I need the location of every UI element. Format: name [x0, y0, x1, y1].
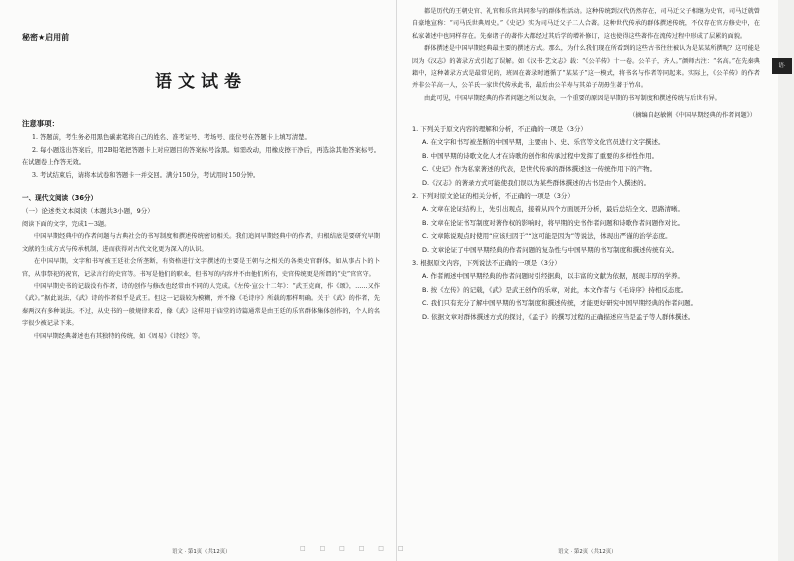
question-stem: 3. 根据原文内容，下列说法不正确的一项是（3分） — [412, 259, 561, 268]
section-heading: 一、现代文阅读（36分） — [22, 194, 98, 202]
option-d: D.《汉志》的著录方式可能使我们误以为某些群体撰述的古书是由个人撰述的。 — [422, 178, 651, 187]
notes-block — [22, 118, 380, 182]
page-divider — [396, 0, 397, 561]
right-page — [398, 0, 772, 561]
option-b: B. 中国早期的诗歌文化人才在诗歌的创作和传承过程中发挥了重要的多样性作用。 — [422, 151, 659, 160]
passage-paragraph: 中国早期经典中的作者问题与古典社会的书写制度和撰述传统密切相关。我们追问早期经典中的作者，归根结底是要研究早期文献的生成方式与传承机制，进而获得对古代文化更为深入的认识。 — [22, 233, 380, 253]
option-c: C.《史记》作为私家著述的代表，是世代传承的群体撰述这一传统作用下的产物。 — [422, 165, 657, 174]
passage-paragraph: 群体撰述是中国早期经典最主要的撰述方式。那么，为什么我们现在所看到的这些古书往往被认为是某某所撰呢？这可能是因为《汉志》的著录方式引起了误解。如《汉书·艺文志》载：“《公羊传》十一卷。公羊子，齐人。”颜师古注：“名高。”在先秦典籍中，这种著录方式是最常见的，班固在著录时遵循了“某某子”这一模式，将书名与作者等同起来。实际上，《公羊传》的作者并非公羊高一人，公羊氏一家世代传承此书，最后由公羊寿与其弟子胡毋生著于竹帛。 — [412, 45, 760, 90]
subsection-heading: （一）论述类文本阅读（本题共3小题，9分） — [22, 207, 154, 215]
option-a: A. 作者阐述中国早期经典的作者问题时引经据典，以丰富的文献为依据，展现丰厚的学养。 — [422, 272, 684, 281]
note-item: 1. 答题前，考生务必用黑色碳素笔将自己的姓名、准考证号、考场号、座位号在答题卡上填写清楚。 — [32, 134, 311, 141]
passage-paragraph: 由此可见，中国早期经典的作者问题之所以复杂，一个重要的原因是早期的书写制度和撰述传统与后世有异。 — [424, 94, 721, 102]
option-c: C. 文章陈说观点时使用“应该归因于”“这可能是因为”等说法，体现出严谨的治学态度。 — [422, 232, 672, 241]
question-2 — [412, 190, 760, 257]
footer-marks: □ □ □ □ □ □ — [300, 545, 410, 552]
note-item: 2. 每小题选出答案后，用2B铅笔把答题卡上对应题目的答案标号涂黑。如需改动，用橡皮擦干净后，再选涂其他答案标号。在试题卷上作答无效。 — [22, 146, 380, 166]
source-citation: （摘编自赵敏俐《中国早期经典的作者问题》） — [629, 112, 756, 120]
reading-instruction: 阅读下面的文字，完成1～3题。 — [22, 221, 111, 228]
exam-title: 语文试卷 — [155, 72, 247, 92]
question-stem: 2. 下列对原文论证的相关分析，不正确的一项是（3分） — [412, 192, 574, 201]
option-c: C. 我们只有充分了解中国早期的书写制度和撰述传统，才能更好研究中国早期经典的作者问题。 — [422, 299, 698, 308]
passage-paragraph: 都是历代的王朝史官、礼官和乐官共同参与的群体性活动。这种传统到汉代仍然存在，司马迁父子相继为史官，司马迁就曾自豪地宣称：“司马氏世典周史。”《史记》实为司马迁父子二人合著。这种世代传承的群体撰述传统，不仅存在官方修史中，在私家著述中也同样存在。先秦诸子的著作大都经过其后学的增补修订，这也使得这些著作在流传过程中形成了层累的面貌。 — [412, 8, 760, 40]
left-page-footer: 语文 · 第1页（共12页） — [172, 549, 231, 555]
question-3 — [412, 257, 760, 324]
notes-heading: 注意事项： — [22, 119, 59, 128]
option-b: B. 文章在论证书写制度对著作权的影响时，将早期的史书作者问题和诗歌作者问题作对比。 — [422, 218, 685, 227]
option-b: B. 按《左传》的记载，《武》是武王创作的乐章，对此，本文作者与《毛诗序》持相反态度。 — [422, 285, 688, 294]
option-d: D. 文章论证了中国早期经典的作者问题的复杂性与中国早期的书写制度和撰述传统有关。 — [422, 245, 679, 254]
question-1 — [412, 123, 760, 190]
confidential-mark: 秘密★启用前 — [22, 33, 70, 42]
right-page-footer: 语文 · 第2页（共12页） — [558, 549, 617, 555]
option-a: A. 文章在论证结构上，先引出观点，接着从四个方面展开分析，最后总结全文、思路清晰。 — [422, 205, 684, 214]
passage-paragraph: 中国早期史书的记载没有作者，诗的创作与修改也经常由不同的人完成。《左传·宣公十二年》：“武王克商，作《颂》，……又作《武》。”据此说法，《武》诗的作者似乎是武王。但这一记载较为模糊，并不像《毛诗序》所载的那样明确。关于《武》的作者，先秦两汉有多种说法。不过，从史书的一般规律来看，像《武》这样用于庙堂的诗篇通常是由王廷的乐官群体集体创作的，个人的名字很少被记录下来。 — [22, 283, 380, 328]
note-item: 3. 考试结束后，请将本试卷和答题卡一并交回。满分150分，考试用时150分钟。 — [32, 171, 260, 179]
option-a: A. 在文字和书写被垄断的中国早期，主要由卜、史、乐官等文化官员进行文字撰述。 — [422, 138, 665, 147]
option-d: D. 依据文章对群体撰述方式的探讨，《孟子》的撰写过程的正确描述应当是孟子等人群体撰述。 — [422, 312, 695, 321]
question-stem: 1. 下列关于原文内容的理解和分析，不正确的一项是（3分） — [412, 125, 587, 134]
page-edge — [778, 0, 794, 561]
side-tab: 语· — [772, 58, 792, 74]
passage-paragraph: 中国早期经典著述也有其独特的传统，如《周易》《诗经》等。 — [34, 332, 205, 340]
passage-paragraph: 在中国早期，文字和书写被王廷社会所垄断，有资格进行文字撰述的主要是王朝与之相关的各类史官群体，如从事占卜的卜官，从事祭祀的祝官，记录言行的史官等。书写是他们的职业，但书写的内容并不由他们所有，史官传统更是所谓的“史”官官守。 — [22, 258, 380, 278]
